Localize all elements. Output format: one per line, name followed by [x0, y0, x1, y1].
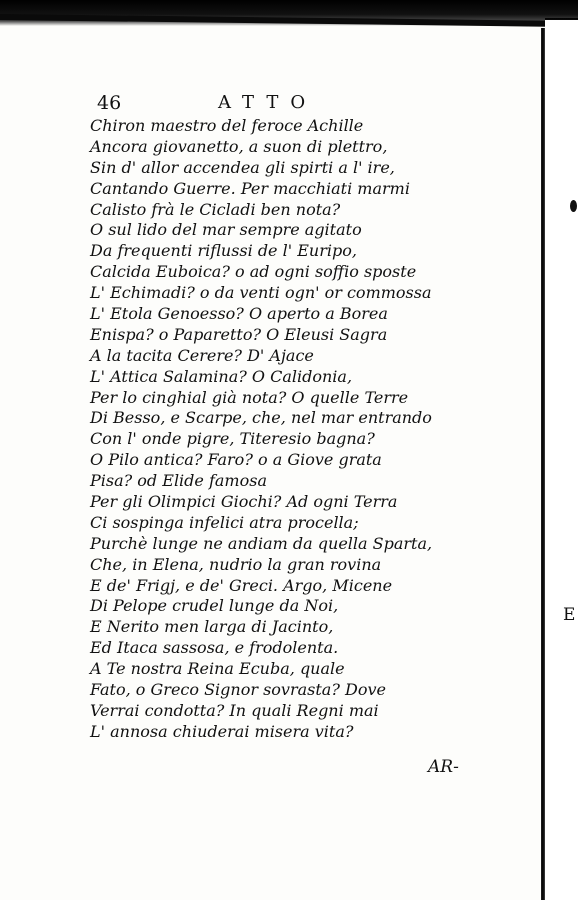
verse-line: Ed Itaca sassosa, e frodolenta. [90, 638, 339, 658]
verse-line: Verrai condotta? In quali Regni mai [90, 700, 379, 720]
verse-line: E Nerito men larga di Jacinto, [90, 617, 334, 637]
ink-bleed-mark [570, 200, 577, 212]
facing-page-edge [545, 20, 578, 900]
verse-line: Ci sospinga infelici atra procella; [90, 512, 359, 532]
verse-line: Calcida Euboica? o ad ogni soffio sposte [90, 262, 417, 282]
verse-line: L' annosa chiuderai misera vita? [90, 721, 354, 741]
verse-line: L' Etola Genoesso? O aperto a Borea [90, 304, 388, 324]
verse-line: E de' Frigj, e de' Greci. Argo, Micene [90, 575, 393, 595]
verse-line: Ancora giovanetto, a suon di plettro, [90, 136, 388, 156]
verse-line: A la tacita Cerere? D' Ajace [90, 345, 314, 365]
verse-line: Di Pelope crudel lunge da Noi, [90, 596, 339, 616]
verse-line: L' Attica Salamina? O Calidonia, [90, 366, 353, 386]
verse-line: Purchè lunge ne andiam da quella Sparta, [90, 533, 433, 553]
page-fold-gutter [541, 28, 545, 900]
verse-line: L' Echimadi? o da venti ogn' or commossa [90, 283, 432, 303]
verse-line: Enispa? o Paparetto? O Eleusi Sagra [90, 324, 388, 344]
verse-line: Pisa? od Elide famosa [90, 471, 267, 491]
page-number: 46 [97, 92, 122, 114]
verse-line: Cantando Guerre. Per macchiati marmi [90, 178, 410, 198]
verse-line: Di Besso, e Scarpe, che, nel mar entrando [90, 408, 432, 428]
verse-line: Chiron maestro del feroce Achille [90, 116, 364, 135]
verse-line: Fato, o Greco Signor sovrasta? Dove [90, 680, 386, 700]
verse-line: O Pilo antica? Faro? o a Giove grata [90, 450, 382, 470]
verse-line: O sul lido del mar sempre agitato [90, 220, 362, 240]
verse-line: A Te nostra Reina Ecuba, quale [90, 659, 345, 679]
verse-block [90, 116, 530, 743]
running-head: ATTO [218, 92, 318, 113]
verse-line: Calisto frà le Cicladi ben nota? [90, 199, 341, 219]
catchword: AR- [428, 757, 459, 777]
page-header [97, 92, 397, 114]
verse-line: Per gli Olimpici Giochi? Ad ogni Terra [90, 492, 398, 512]
verse-line: Con l' onde pigre, Titeresio bagna? [90, 429, 375, 449]
facing-page-letter: E [563, 605, 576, 625]
verse-line: Sin d' allor accendea gli spirti a l' ire, [90, 157, 395, 177]
verse-line: Per lo cinghial già nota? O quelle Terre [90, 387, 409, 407]
verse-line: Che, in Elena, nudrio la gran rovina [90, 554, 382, 574]
verse-line: Da frequenti riflussi de l' Euripo, [90, 241, 357, 261]
